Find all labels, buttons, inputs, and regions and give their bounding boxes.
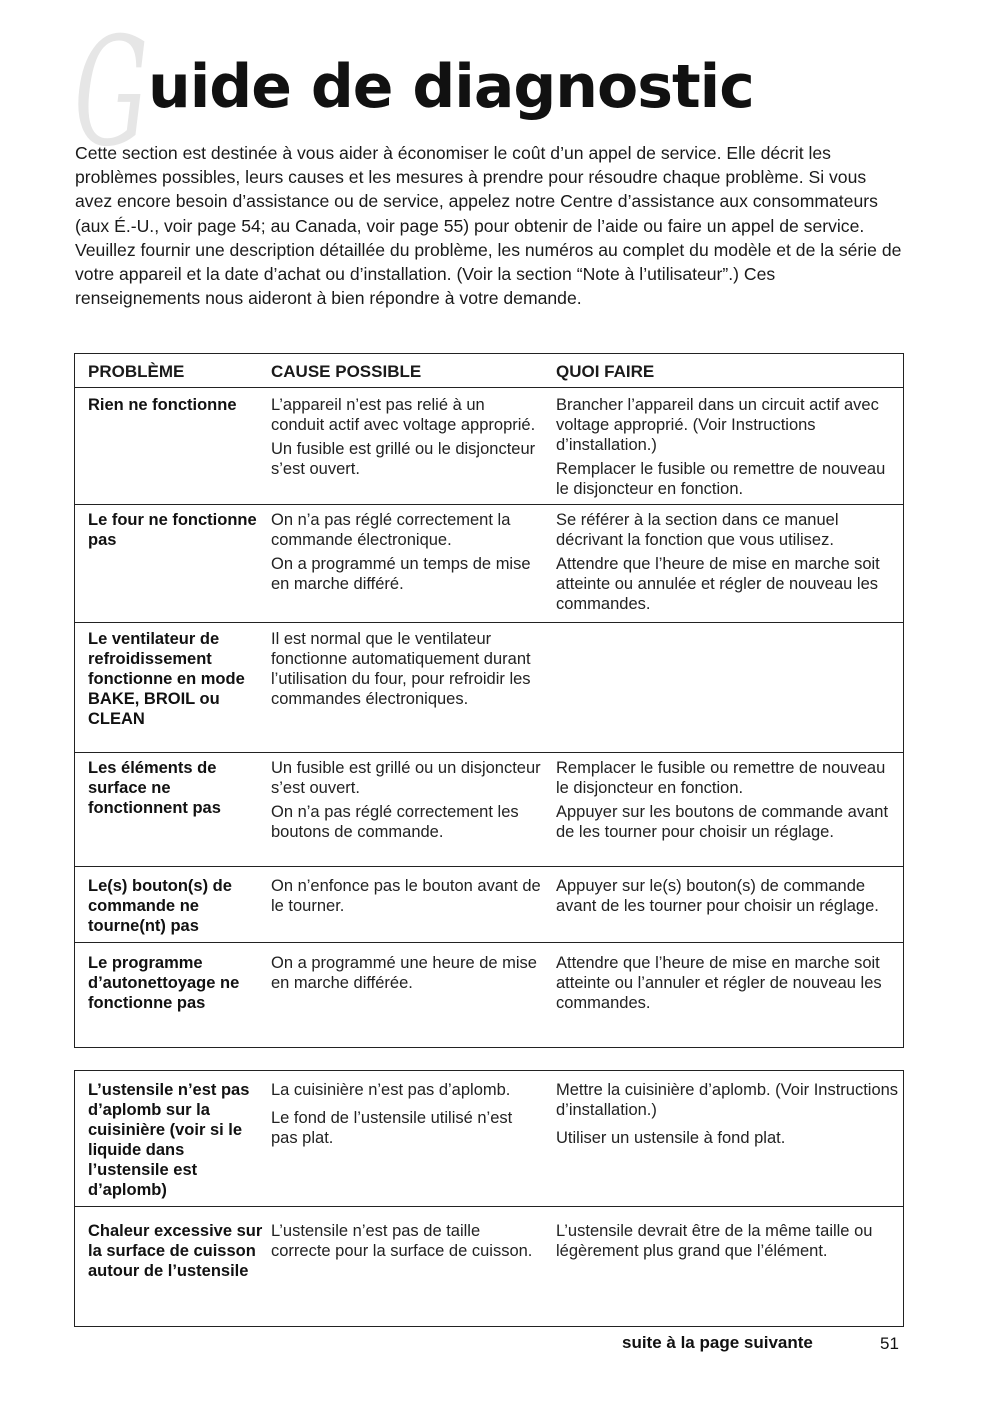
cause-text: On n’a pas réglé correctement les boutons de commande.: [271, 803, 519, 841]
cause-text: Il est normal que le ventilateur fonctionne automatiquement durant l’utilisation du four, pour refroidir les commandes électroniques.: [271, 630, 531, 708]
fix-cell: [556, 953, 901, 1013]
cause-text: On a programmé une heure de mise en marche différée.: [271, 954, 537, 992]
fix-cell: [556, 395, 901, 499]
problem-label: Le four ne fonctionne pas: [88, 511, 257, 549]
problem-label: Le programme d’autonettoyage ne fonctionne pas: [88, 954, 240, 1012]
cause-text: L’ustensile n’est pas de taille correcte pour la surface de cuisson.: [271, 1222, 533, 1260]
page-title: [74, 6, 934, 180]
table-row: [75, 1071, 903, 1206]
table-row: [75, 387, 903, 512]
fix-text: Se référer à la section dans ce manuel décrivant la fonction que vous utilisez.: [556, 511, 839, 549]
problem-label: Les éléments de surface ne fonctionnent pas: [88, 759, 221, 817]
problem-label: Rien ne fonctionne: [88, 396, 237, 414]
page-number: 51: [880, 1334, 899, 1353]
troubleshooting-table: [74, 353, 904, 1048]
fix-text: Remplacer le fusible ou remettre de nouveau le disjoncteur en fonction.: [556, 759, 886, 797]
troubleshooting-table-continued: [74, 1070, 904, 1327]
table-row: [75, 866, 903, 946]
intro-paragraph: Cette section est destinée à vous aider à économiser le coût d’un appel de service. Elle décrit les problèmes possibles, leurs causes et les mesures à prendre pour résoudre chaque problème. Si vous avez encore besoin d’assistance ou de service, appelez notre Centre d’assistance aux consommateurs (aux É.-U., voir page 54; au Canada, voir page 55) pour obtenir de l’aide ou faire un appel de service. Veuillez fournir une description détaillée du problème, les numéros au complet du modèle et de la série de votre appareil et la date d’achat ou d’installation. (Voir la section “Note à l’utilisateur”.) Ces renseignements nous aideront à bien répondre à votre demande.: [75, 143, 902, 309]
cause-cell: [271, 510, 541, 594]
cause-text: L’appareil n’est pas relié à un conduit actif avec voltage approprié.: [271, 396, 536, 434]
problem-label: Le(s) bouton(s) de commande ne tourne(nt) pas: [88, 877, 232, 935]
cause-text: Le fond de l’ustensile utilisé n’est pas plat.: [271, 1109, 513, 1147]
header-cause: CAUSE POSSIBLE: [271, 362, 422, 381]
title-decorative-initial: G: [74, 6, 148, 180]
fix-text: Utiliser un ustensile à fond plat.: [556, 1129, 786, 1147]
fix-text: Attendre que l’heure de mise en marche soit atteinte ou l’annuler et régler de nouveau les commandes.: [556, 954, 882, 1012]
cause-text: Un fusible est grillé ou un disjoncteur s’est ouvert.: [271, 759, 541, 797]
header-problem: PROBLÈME: [88, 362, 185, 381]
cause-cell: [271, 876, 541, 916]
table-row: [75, 1206, 903, 1326]
table-row: [75, 504, 903, 624]
cause-cell: [271, 629, 541, 709]
fix-cell: [556, 1221, 901, 1261]
problem-label: L’ustensile n’est pas d’aplomb sur la cuisinière (voir si le liquide dans l’ustensile est d’aplomb): [88, 1081, 250, 1199]
table-row: [75, 752, 903, 869]
cause-text: On n’a pas réglé correctement la commande électronique.: [271, 511, 511, 549]
cause-cell: [271, 1080, 541, 1148]
fix-cell: [556, 1080, 901, 1148]
problem-label: Le ventilateur de refroidissement fonctionne en mode BAKE, BROIL ou CLEAN: [88, 630, 245, 728]
cause-cell: [271, 953, 541, 993]
fix-text: Remplacer le fusible ou remettre de nouveau le disjoncteur en fonction.: [556, 460, 886, 498]
fix-cell: [556, 758, 901, 842]
title-text: uide de diagnostic: [148, 52, 754, 122]
cause-cell: [271, 395, 541, 479]
problem-label: Chaleur excessive sur la surface de cuisson autour de l’ustensile: [88, 1222, 263, 1280]
cause-text: Un fusible est grillé ou le disjoncteur s’est ouvert.: [271, 440, 536, 478]
cause-cell: [271, 1221, 541, 1261]
fix-text: Appuyer sur les boutons de commande avant de les tourner pour choisir un réglage.: [556, 803, 889, 841]
continued-note: suite à la page suivante: [622, 1333, 813, 1352]
cause-cell: [271, 758, 541, 842]
fix-text: Attendre que l’heure de mise en marche soit atteinte ou annulée et régler de nouveau les commandes.: [556, 555, 880, 613]
fix-text: Appuyer sur le(s) bouton(s) de commande avant de les tourner pour choisir un réglage.: [556, 877, 879, 915]
table-row: [75, 942, 903, 1046]
fix-cell: [556, 876, 901, 916]
header-fix: QUOI FAIRE: [556, 362, 655, 381]
cause-text: On a programmé un temps de mise en marche différé.: [271, 555, 531, 593]
cause-text: La cuisinière n’est pas d’aplomb.: [271, 1081, 511, 1099]
cause-text: On n’enfonce pas le bouton avant de le tourner.: [271, 877, 541, 915]
fix-cell: [556, 510, 901, 614]
fix-text: Brancher l’appareil dans un circuit actif avec voltage approprié. (Voir Instructions d’installation.): [556, 396, 879, 454]
table-row: [75, 622, 903, 754]
fix-text: Mettre la cuisinière d’aplomb. (Voir Instructions d’installation.): [556, 1081, 899, 1119]
fix-text: L’ustensile devrait être de la même taille ou légèrement plus grand que l’élément.: [556, 1222, 873, 1260]
